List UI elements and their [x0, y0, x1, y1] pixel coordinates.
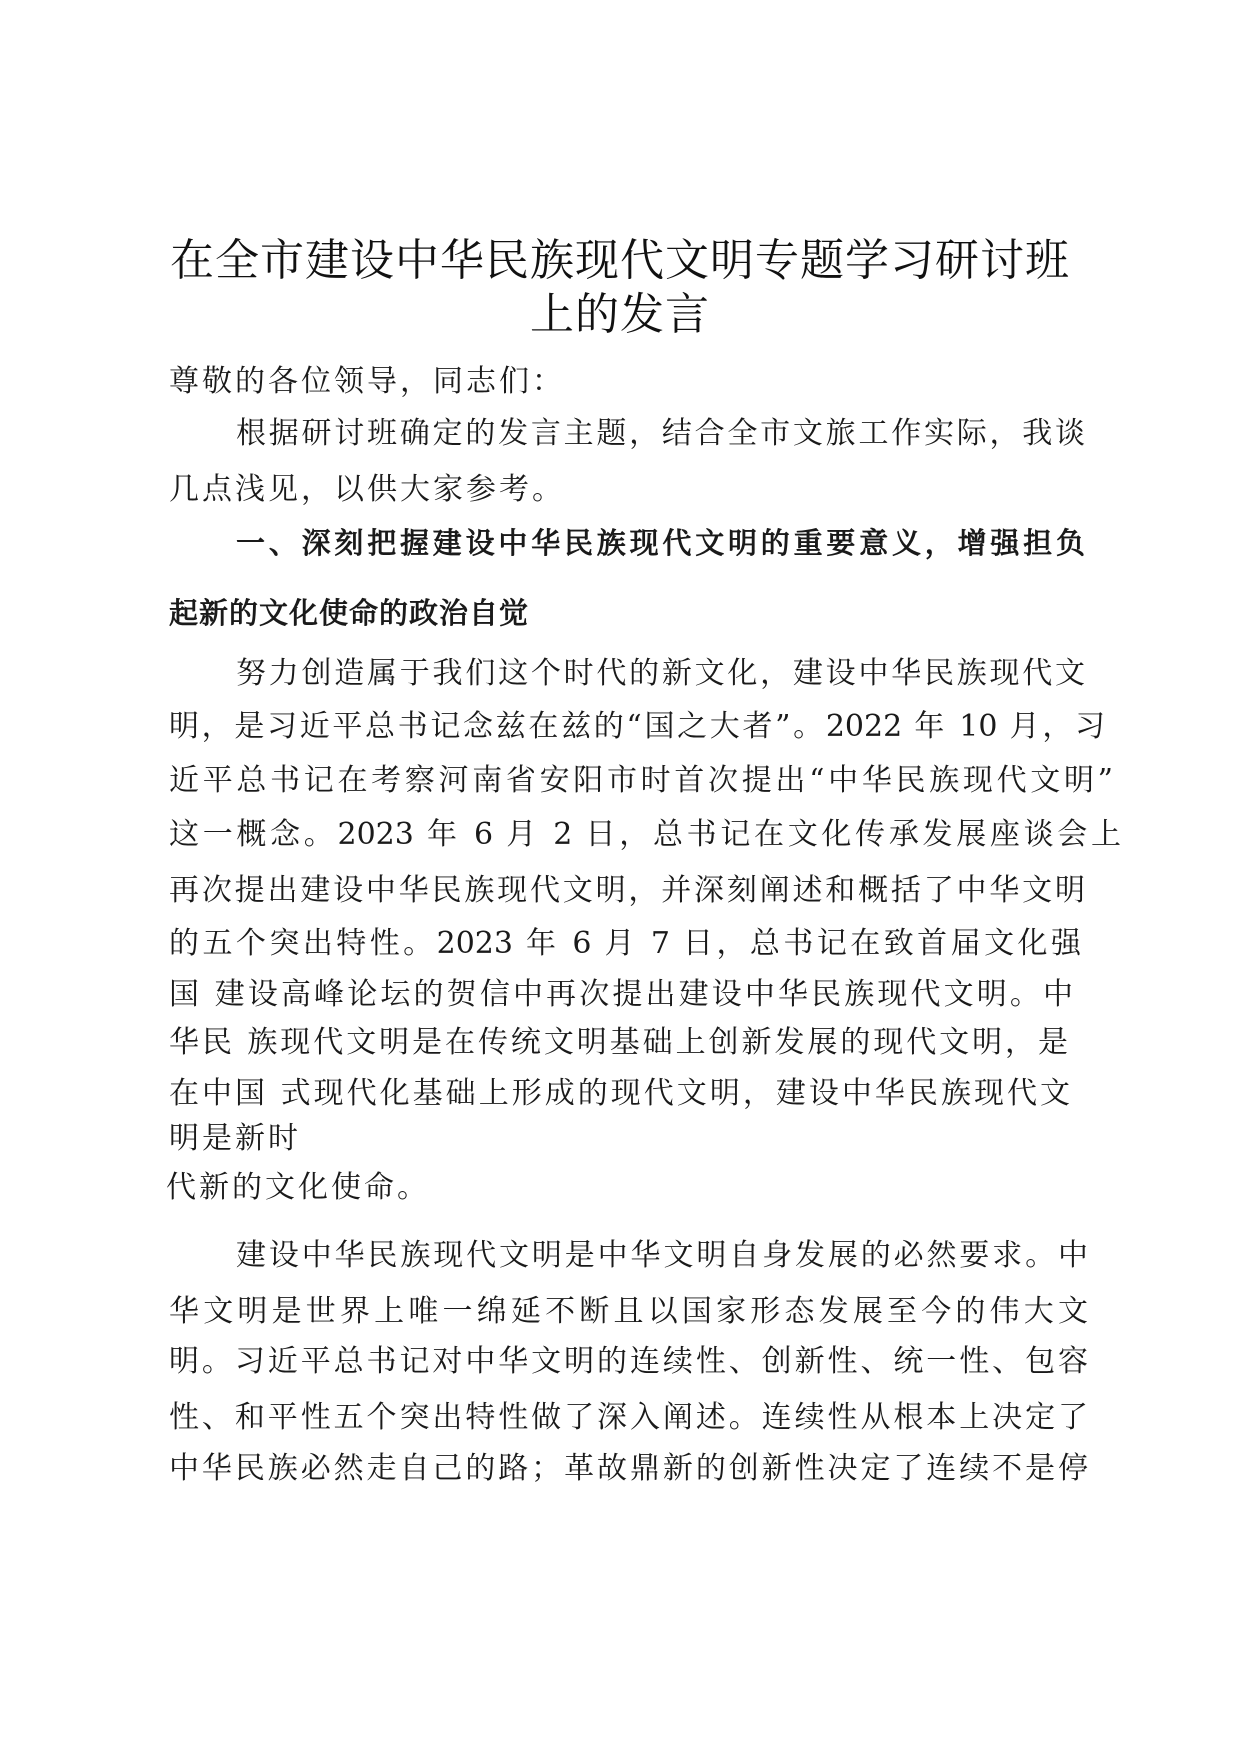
- section-1-heading-line-1: 一、深刻把握建设中华民族现代文明的重要意义，增强担负: [236, 526, 1085, 560]
- paragraph-1-line-5: 再次提出建设中华民族现代文明，并深刻阐述和概括了中华文明: [169, 873, 1085, 908]
- paragraph-1-line-2: 明，是习近平总书记念兹在兹的“国之大者”。2022 年 10 月，习: [169, 709, 1105, 744]
- paragraph-1-line-9: 在中国 式现代化基础上形成的现代文明，建设中华民族现代文: [169, 1076, 1070, 1111]
- paragraph-1-line-7: 国 建设高峰论坛的贺信中再次提出建设中华民族现代文明。中: [169, 977, 1073, 1012]
- document-title-line-1: 在全市建设中华民族现代文明专题学习研讨班: [170, 235, 1070, 286]
- paragraph-1-line-3: 近平总书记在考察河南省安阳市时首次提出“中华民族现代文明”: [169, 763, 1113, 798]
- section-1-heading-line-2: 起新的文化使命的政治自觉: [169, 596, 530, 630]
- paragraph-2-line-1: 建设中华民族现代文明是中华文明自身发展的必然要求。中: [236, 1238, 1088, 1273]
- paragraph-2-line-3: 明。习近平总书记对中华文明的连续性、创新性、统一性、包容: [169, 1344, 1088, 1379]
- salutation: 尊敬的各位领导，同志们：: [169, 364, 565, 399]
- document-title-line-2: 上的发言: [530, 289, 710, 340]
- paragraph-1-line-6: 的五个突出特性。2023 年 6 月 7 日，总书记在致首届文化强: [169, 926, 1081, 961]
- paragraph-1-line-1: 努力创造属于我们这个时代的新文化，建设中华民族现代文: [236, 656, 1085, 691]
- paragraph-2-line-2: 华文明是世界上唯一绵延不断且以国家形态发展至今的伟大文: [169, 1294, 1088, 1329]
- paragraph-2-line-5: 中华民族必然走自己的路；革故鼎新的创新性决定了连续不是停: [169, 1451, 1088, 1486]
- paragraph-1-line-8: 华民 族现代文明是在传统文明基础上创新发展的现代文明，是: [169, 1025, 1068, 1060]
- paragraph-1-line-10: 明是新时: [169, 1121, 301, 1156]
- paragraph-2-line-4: 性、和平性五个突出特性做了深入阐述。连续性从根本上决定了: [169, 1400, 1088, 1435]
- intro-line-2: 几点浅见，以供大家参考。: [169, 472, 565, 507]
- paragraph-1-line-11: 代新的文化使命。: [166, 1170, 430, 1205]
- intro-line-1: 根据研讨班确定的发言主题，结合全市文旅工作实际，我谈: [236, 416, 1085, 451]
- paragraph-1-line-4: 这一概念。2023 年 6 月 2 日，总书记在文化传承发展座谈会上: [169, 817, 1121, 852]
